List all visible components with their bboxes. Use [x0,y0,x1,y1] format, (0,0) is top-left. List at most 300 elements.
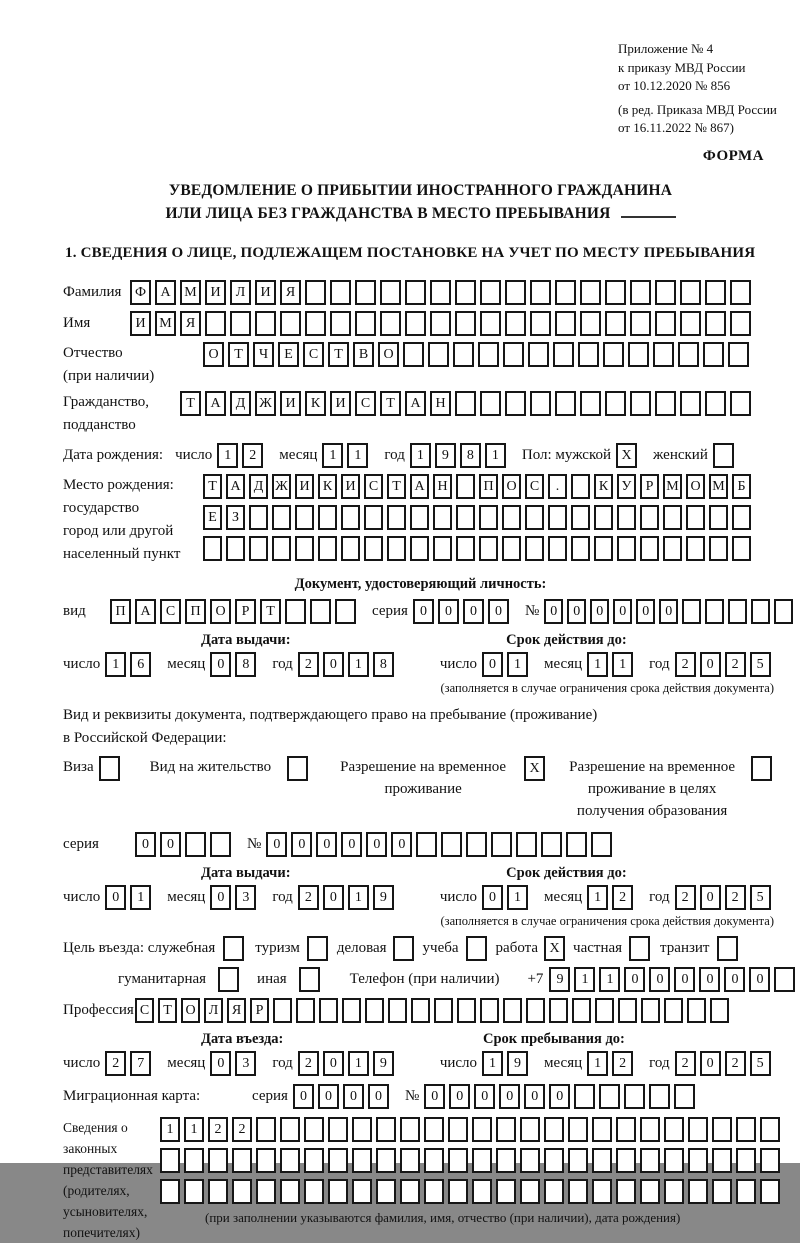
char-cell[interactable]: Я [227,998,246,1023]
char-cell[interactable] [525,505,544,530]
char-cell[interactable] [376,1117,396,1142]
char-cell[interactable] [705,599,724,624]
char-cell[interactable] [572,998,591,1023]
char-cell[interactable]: 0 [544,599,563,624]
char-cell[interactable]: 2 [232,1117,252,1142]
char-cell[interactable] [730,391,751,416]
char-cell[interactable]: 2 [612,1051,633,1076]
char-cell[interactable]: 1 [587,652,608,677]
char-cell[interactable] [594,505,613,530]
char-cell[interactable] [616,1148,636,1173]
char-cell[interactable] [568,1179,588,1204]
char-cell[interactable] [480,311,501,336]
checkbox-cell[interactable] [218,967,239,992]
char-cell[interactable] [330,280,351,305]
char-cell[interactable]: 5 [750,885,771,910]
char-cell[interactable] [688,1179,708,1204]
char-cell[interactable] [571,536,590,561]
char-cell[interactable] [687,998,706,1023]
char-cell[interactable] [249,536,268,561]
char-cell[interactable]: И [255,280,276,305]
char-cell[interactable] [410,505,429,530]
char-cell[interactable]: 9 [373,1051,394,1076]
char-cell[interactable] [480,998,499,1023]
char-cell[interactable] [273,998,292,1023]
char-cell[interactable] [424,1117,444,1142]
char-cell[interactable]: 1 [482,1051,503,1076]
char-cell[interactable]: 0 [135,832,156,857]
char-cell[interactable]: 2 [612,885,633,910]
char-cell[interactable]: М [663,474,682,499]
char-cell[interactable]: 9 [435,443,456,468]
char-cell[interactable]: 0 [323,885,344,910]
char-cell[interactable] [594,536,613,561]
char-cell[interactable] [304,1179,324,1204]
char-cell[interactable]: 0 [323,1051,344,1076]
char-cell[interactable] [528,342,549,367]
char-cell[interactable] [256,1148,276,1173]
char-cell[interactable] [736,1117,756,1142]
char-cell[interactable]: О [181,998,200,1023]
char-cell[interactable] [548,505,567,530]
char-cell[interactable]: С [303,342,324,367]
char-cell[interactable] [328,1148,348,1173]
char-cell[interactable] [732,536,751,561]
char-cell[interactable]: 8 [235,652,256,677]
char-cell[interactable]: 0 [291,832,312,857]
checkbox-cell[interactable] [717,936,738,961]
char-cell[interactable] [280,311,301,336]
char-cell[interactable]: 1 [587,885,608,910]
char-cell[interactable]: И [330,391,351,416]
char-cell[interactable] [496,1148,516,1173]
char-cell[interactable] [624,1084,645,1109]
char-cell[interactable]: 0 [482,652,503,677]
char-cell[interactable] [640,1148,660,1173]
char-cell[interactable] [680,311,701,336]
char-cell[interactable] [603,342,624,367]
char-cell[interactable] [616,1117,636,1142]
char-cell[interactable]: П [110,599,131,624]
char-cell[interactable]: С [160,599,181,624]
checkbox-cell[interactable] [466,936,487,961]
char-cell[interactable] [304,1117,324,1142]
char-cell[interactable] [403,342,424,367]
char-cell[interactable] [185,832,206,857]
char-cell[interactable] [548,536,567,561]
char-cell[interactable] [505,280,526,305]
char-cell[interactable]: И [295,474,314,499]
char-cell[interactable] [595,998,614,1023]
char-cell[interactable]: 7 [130,1051,151,1076]
char-cell[interactable] [387,505,406,530]
char-cell[interactable] [688,1148,708,1173]
char-cell[interactable] [388,998,407,1023]
char-cell[interactable] [774,599,793,624]
char-cell[interactable] [479,505,498,530]
char-cell[interactable]: В [353,342,374,367]
checkbox-cell[interactable] [99,756,120,781]
char-cell[interactable] [580,391,601,416]
char-cell[interactable] [617,505,636,530]
char-cell[interactable] [555,391,576,416]
char-cell[interactable] [296,998,315,1023]
checkbox-cell[interactable] [393,936,414,961]
char-cell[interactable]: 1 [599,967,620,992]
char-cell[interactable]: 0 [366,832,387,857]
char-cell[interactable] [416,832,437,857]
char-cell[interactable] [210,832,231,857]
char-cell[interactable] [208,1179,228,1204]
char-cell[interactable]: 0 [323,652,344,677]
char-cell[interactable] [448,1179,468,1204]
char-cell[interactable] [544,1117,564,1142]
char-cell[interactable]: Д [249,474,268,499]
char-cell[interactable]: 2 [675,885,696,910]
char-cell[interactable] [480,280,501,305]
char-cell[interactable]: 0 [293,1084,314,1109]
char-cell[interactable] [232,1148,252,1173]
char-cell[interactable] [530,391,551,416]
char-cell[interactable]: Е [203,505,222,530]
char-cell[interactable]: 1 [348,885,369,910]
char-cell[interactable] [380,311,401,336]
char-cell[interactable] [428,342,449,367]
char-cell[interactable]: 0 [590,599,609,624]
char-cell[interactable] [628,342,649,367]
char-cell[interactable] [184,1179,204,1204]
char-cell[interactable] [466,832,487,857]
char-cell[interactable] [641,998,660,1023]
char-cell[interactable]: 5 [750,1051,771,1076]
char-cell[interactable] [400,1179,420,1204]
checkbox-cell[interactable] [713,443,734,468]
char-cell[interactable] [318,536,337,561]
char-cell[interactable] [574,1084,595,1109]
char-cell[interactable]: 0 [700,652,721,677]
checkbox-cell[interactable]: X [524,756,545,781]
char-cell[interactable]: М [155,311,176,336]
char-cell[interactable]: 0 [636,599,655,624]
char-cell[interactable]: 1 [507,652,528,677]
char-cell[interactable] [455,311,476,336]
char-cell[interactable]: 5 [750,652,771,677]
char-cell[interactable]: 1 [347,443,368,468]
char-cell[interactable] [709,536,728,561]
char-cell[interactable] [592,1117,612,1142]
char-cell[interactable] [184,1148,204,1173]
char-cell[interactable]: 1 [130,885,151,910]
char-cell[interactable] [203,536,222,561]
char-cell[interactable] [568,1148,588,1173]
char-cell[interactable] [664,1179,684,1204]
char-cell[interactable]: 0 [699,967,720,992]
char-cell[interactable]: 0 [105,885,126,910]
char-cell[interactable] [728,599,747,624]
char-cell[interactable] [502,536,521,561]
char-cell[interactable]: 0 [160,832,181,857]
char-cell[interactable]: Ж [272,474,291,499]
char-cell[interactable] [453,342,474,367]
char-cell[interactable]: Т [260,599,281,624]
char-cell[interactable]: 9 [507,1051,528,1076]
char-cell[interactable]: 2 [105,1051,126,1076]
char-cell[interactable]: Б [732,474,751,499]
char-cell[interactable]: Ж [255,391,276,416]
char-cell[interactable]: Н [430,391,451,416]
char-cell[interactable]: 0 [613,599,632,624]
char-cell[interactable] [605,391,626,416]
char-cell[interactable] [503,342,524,367]
char-cell[interactable]: 0 [368,1084,389,1109]
char-cell[interactable] [456,505,475,530]
char-cell[interactable]: 0 [549,1084,570,1109]
char-cell[interactable] [400,1148,420,1173]
char-cell[interactable] [352,1148,372,1173]
char-cell[interactable] [664,998,683,1023]
char-cell[interactable] [479,536,498,561]
char-cell[interactable]: 0 [438,599,459,624]
checkbox-cell[interactable]: X [544,936,565,961]
char-cell[interactable] [434,998,453,1023]
char-cell[interactable]: А [155,280,176,305]
char-cell[interactable] [455,280,476,305]
char-cell[interactable]: 0 [482,885,503,910]
char-cell[interactable] [272,505,291,530]
char-cell[interactable] [433,505,452,530]
char-cell[interactable] [424,1148,444,1173]
char-cell[interactable] [705,311,726,336]
char-cell[interactable]: Т [328,342,349,367]
char-cell[interactable] [405,280,426,305]
char-cell[interactable]: С [525,474,544,499]
char-cell[interactable] [424,1179,444,1204]
char-cell[interactable] [544,1148,564,1173]
char-cell[interactable]: 8 [373,652,394,677]
char-cell[interactable] [328,1179,348,1204]
char-cell[interactable]: 0 [674,967,695,992]
char-cell[interactable]: 0 [488,599,509,624]
char-cell[interactable] [478,342,499,367]
char-cell[interactable] [605,311,626,336]
char-cell[interactable] [491,832,512,857]
char-cell[interactable]: 0 [316,832,337,857]
char-cell[interactable]: 2 [298,1051,319,1076]
char-cell[interactable]: Т [158,998,177,1023]
char-cell[interactable] [376,1148,396,1173]
char-cell[interactable] [472,1148,492,1173]
char-cell[interactable] [520,1117,540,1142]
char-cell[interactable]: . [548,474,567,499]
char-cell[interactable] [472,1117,492,1142]
char-cell[interactable]: 6 [130,652,151,677]
char-cell[interactable] [680,280,701,305]
char-cell[interactable]: Л [230,280,251,305]
char-cell[interactable] [705,391,726,416]
char-cell[interactable]: Т [380,391,401,416]
char-cell[interactable]: 2 [298,652,319,677]
char-cell[interactable] [678,342,699,367]
checkbox-cell[interactable]: X [616,443,637,468]
char-cell[interactable] [571,505,590,530]
checkbox-cell[interactable] [223,936,244,961]
char-cell[interactable] [280,1117,300,1142]
char-cell[interactable] [448,1117,468,1142]
char-cell[interactable] [448,1148,468,1173]
char-cell[interactable] [305,311,326,336]
char-cell[interactable]: 1 [348,1051,369,1076]
char-cell[interactable] [530,311,551,336]
char-cell[interactable] [712,1148,732,1173]
char-cell[interactable]: 1 [348,652,369,677]
char-cell[interactable] [580,280,601,305]
char-cell[interactable]: 2 [298,885,319,910]
char-cell[interactable]: 0 [266,832,287,857]
char-cell[interactable] [703,342,724,367]
char-cell[interactable] [580,311,601,336]
char-cell[interactable] [410,536,429,561]
char-cell[interactable]: 0 [210,1051,231,1076]
char-cell[interactable] [505,391,526,416]
char-cell[interactable] [502,505,521,530]
char-cell[interactable] [682,599,701,624]
char-cell[interactable] [760,1179,780,1204]
char-cell[interactable] [272,536,291,561]
char-cell[interactable] [255,311,276,336]
char-cell[interactable] [686,505,705,530]
char-cell[interactable] [456,474,475,499]
char-cell[interactable]: К [318,474,337,499]
char-cell[interactable]: 1 [612,652,633,677]
char-cell[interactable]: 2 [725,885,746,910]
char-cell[interactable] [160,1179,180,1204]
char-cell[interactable] [640,505,659,530]
char-cell[interactable]: А [205,391,226,416]
char-cell[interactable] [555,280,576,305]
char-cell[interactable] [649,1084,670,1109]
char-cell[interactable] [640,1117,660,1142]
char-cell[interactable] [712,1117,732,1142]
char-cell[interactable]: Я [280,280,301,305]
char-cell[interactable] [566,832,587,857]
char-cell[interactable] [705,280,726,305]
char-cell[interactable] [571,474,590,499]
char-cell[interactable] [730,280,751,305]
char-cell[interactable] [686,536,705,561]
char-cell[interactable] [736,1148,756,1173]
char-cell[interactable] [304,1148,324,1173]
char-cell[interactable]: П [185,599,206,624]
char-cell[interactable] [319,998,338,1023]
char-cell[interactable] [736,1179,756,1204]
char-cell[interactable]: 2 [675,652,696,677]
char-cell[interactable]: М [180,280,201,305]
char-cell[interactable] [680,391,701,416]
char-cell[interactable]: 1 [217,443,238,468]
char-cell[interactable]: Т [203,474,222,499]
char-cell[interactable]: Ч [253,342,274,367]
char-cell[interactable] [441,832,462,857]
char-cell[interactable]: Н [433,474,452,499]
char-cell[interactable]: 1 [105,652,126,677]
char-cell[interactable]: 0 [700,885,721,910]
char-cell[interactable] [664,1148,684,1173]
char-cell[interactable] [605,280,626,305]
char-cell[interactable]: 0 [474,1084,495,1109]
char-cell[interactable] [472,1179,492,1204]
char-cell[interactable] [376,1179,396,1204]
char-cell[interactable] [342,998,361,1023]
char-cell[interactable]: А [410,474,429,499]
char-cell[interactable]: Р [235,599,256,624]
char-cell[interactable] [352,1117,372,1142]
char-cell[interactable] [591,832,612,857]
char-cell[interactable]: 3 [235,885,256,910]
char-cell[interactable]: Т [387,474,406,499]
char-cell[interactable] [592,1148,612,1173]
char-cell[interactable] [455,391,476,416]
char-cell[interactable]: 2 [725,652,746,677]
char-cell[interactable] [663,505,682,530]
char-cell[interactable]: 1 [410,443,431,468]
char-cell[interactable] [280,1148,300,1173]
char-cell[interactable]: А [135,599,156,624]
char-cell[interactable] [730,311,751,336]
char-cell[interactable]: 0 [659,599,678,624]
char-cell[interactable] [553,342,574,367]
char-cell[interactable] [280,1179,300,1204]
char-cell[interactable] [310,599,331,624]
char-cell[interactable] [525,536,544,561]
char-cell[interactable] [405,311,426,336]
char-cell[interactable]: О [686,474,705,499]
char-cell[interactable]: 1 [184,1117,204,1142]
char-cell[interactable]: Т [228,342,249,367]
char-cell[interactable] [205,311,226,336]
char-cell[interactable] [732,505,751,530]
char-cell[interactable]: 1 [485,443,506,468]
char-cell[interactable] [674,1084,695,1109]
char-cell[interactable]: 0 [424,1084,445,1109]
char-cell[interactable]: А [405,391,426,416]
char-cell[interactable] [520,1148,540,1173]
char-cell[interactable]: 0 [567,599,586,624]
char-cell[interactable] [541,832,562,857]
char-cell[interactable] [355,311,376,336]
char-cell[interactable]: 1 [507,885,528,910]
char-cell[interactable]: 0 [210,885,231,910]
char-cell[interactable] [712,1179,732,1204]
char-cell[interactable] [592,1179,612,1204]
char-cell[interactable]: 0 [413,599,434,624]
char-cell[interactable]: 9 [549,967,570,992]
char-cell[interactable]: Р [250,998,269,1023]
char-cell[interactable]: 0 [749,967,770,992]
char-cell[interactable]: 0 [649,967,670,992]
char-cell[interactable]: 0 [210,652,231,677]
checkbox-cell[interactable] [629,936,650,961]
char-cell[interactable] [516,832,537,857]
char-cell[interactable]: С [364,474,383,499]
char-cell[interactable] [664,1117,684,1142]
char-cell[interactable] [341,505,360,530]
char-cell[interactable]: Р [640,474,659,499]
char-cell[interactable]: 3 [235,1051,256,1076]
char-cell[interactable] [709,505,728,530]
char-cell[interactable] [160,1148,180,1173]
char-cell[interactable] [328,1117,348,1142]
char-cell[interactable] [230,311,251,336]
